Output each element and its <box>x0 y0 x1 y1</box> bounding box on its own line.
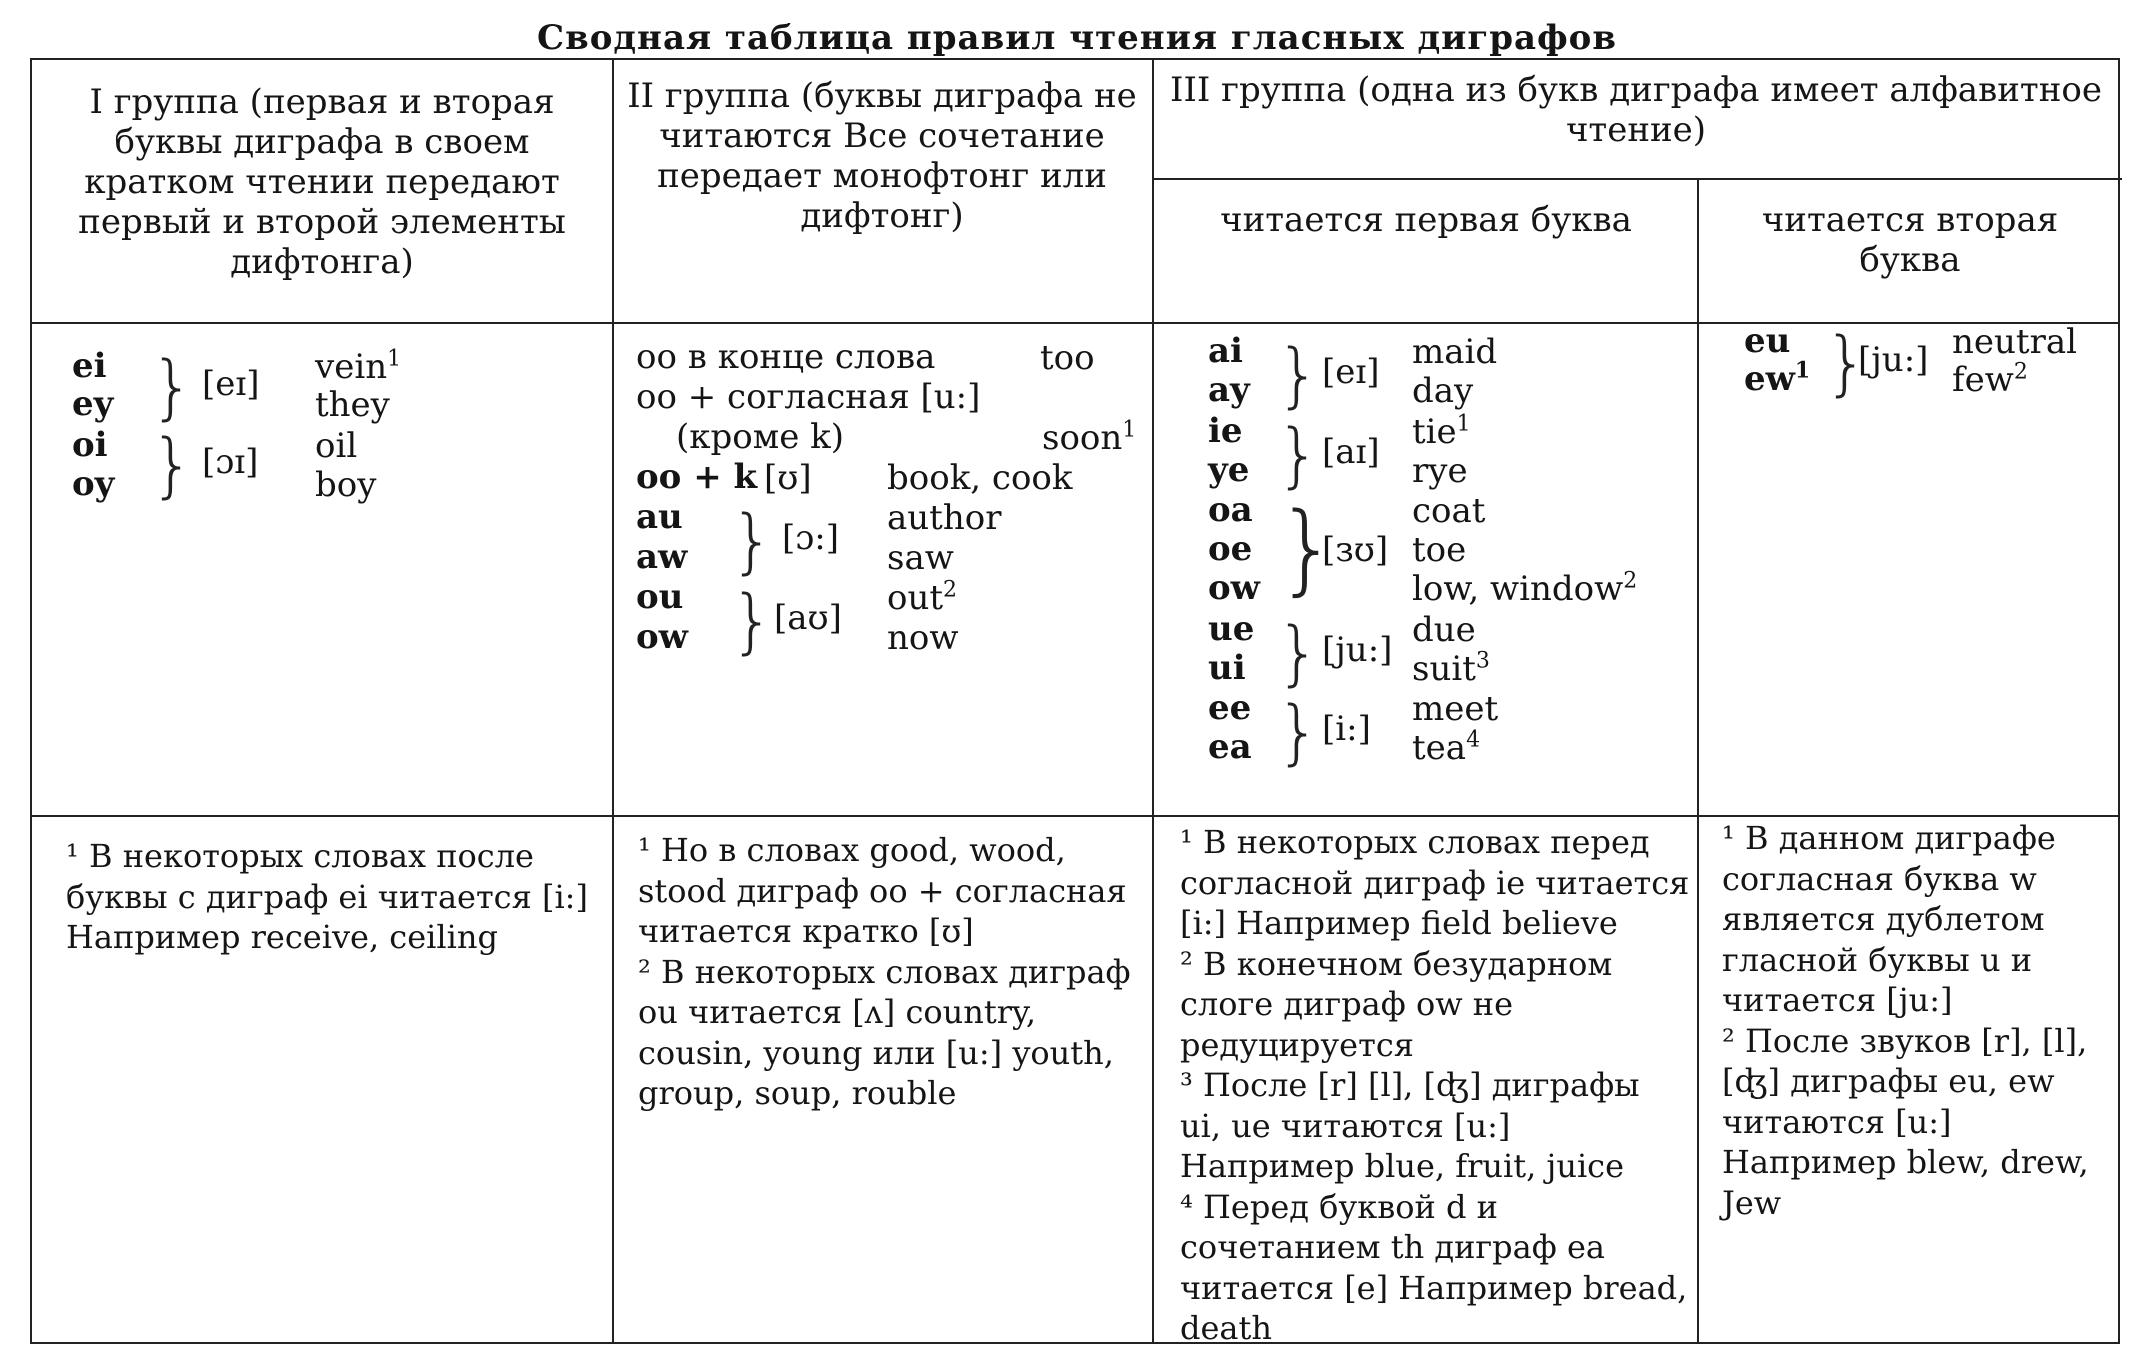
example-author: author <box>887 498 1002 538</box>
notes-group-2 <box>638 830 1142 1114</box>
note-3b: ² В конечном безударном слоге диграф ow не редуцируется <box>1180 944 1613 1064</box>
note-3c: ³ После [r] [l], [ʤ] диграфы ui, ue читаются [u:] Например blue, fruit, juice <box>1180 1066 1640 1185</box>
digraph-ye: ye <box>1208 450 1250 490</box>
brace-icon: } <box>1824 322 1869 404</box>
digraph-ee: ee <box>1208 688 1252 728</box>
digraph-oo-k: oo + k <box>636 457 758 497</box>
example-few: few$^2$ <box>1952 359 2028 400</box>
ipa-oa: [зʊ] <box>1322 530 1389 570</box>
digraph-ai: ai <box>1208 331 1243 371</box>
rule-oo-consonant: oo + согласная [u:] <box>636 377 981 417</box>
ipa-oo-k: [ʊ] <box>764 458 812 498</box>
divider-notes <box>32 815 2120 817</box>
brace-icon: } <box>1276 414 1321 496</box>
example-oil: oil <box>315 426 358 466</box>
note-3a: ¹ В некоторых словах перед согласной диграф ie читается [i:] Например field believe <box>1180 823 1690 942</box>
example-maid: maid <box>1412 332 1498 372</box>
brace-icon: } <box>1276 334 1321 416</box>
note-2a: ¹ Но в словах good, wood, stood диграф oo + согласная читается кратко [ʊ] <box>638 831 1127 950</box>
example-tie: tie$^1$ <box>1412 411 1471 452</box>
ipa-ee: [i:] <box>1322 709 1371 749</box>
digraph-au: au <box>636 497 683 537</box>
header-group-3: III группа (одна из букв диграфа имеет алфавитное чтение) <box>1170 70 2102 150</box>
digraph-table <box>30 58 2120 1347</box>
rule-except-k: (кроме k) <box>676 417 844 457</box>
note-3d: ⁴ Перед буквой d и сочетанием th диграф ea читается [e] Например bread, death <box>1180 1187 1688 1347</box>
divider-header <box>32 322 2120 324</box>
digraph-aw: aw <box>636 537 688 577</box>
example-meet: meet <box>1412 689 1499 729</box>
brace-icon: } <box>150 424 195 506</box>
digraph-ey: ey <box>72 384 114 424</box>
example-too: too <box>1040 338 1095 378</box>
brace-icon: } <box>1276 492 1339 606</box>
example-neutral: neutral <box>1952 322 2077 362</box>
digraph-oe: oe <box>1208 529 1253 569</box>
ipa-ue: [ju:] <box>1322 630 1393 670</box>
digraph-oi: oi <box>72 425 108 465</box>
example-day: day <box>1412 371 1474 411</box>
ipa-oi: [ɔɪ] <box>202 442 259 482</box>
digraph-oy: oy <box>72 464 115 504</box>
example-book-cook: book, cook <box>887 458 1073 498</box>
example-boy: boy <box>315 465 377 505</box>
example-they: they <box>315 385 390 425</box>
digraph-ea: ea <box>1208 727 1252 767</box>
example-toe: toe <box>1412 530 1467 570</box>
header-group-1: I группа (первая и вторая буквы диграфа в своем кратком чтении передают первый и второй элементы дифтонга) <box>78 82 566 282</box>
header-group-2: II группа (буквы диграфа не читаются Все сочетание передает монофтонг или дифтонг) <box>627 76 1137 236</box>
note-4a: ¹ В данном диграфе согласная буква w является дублетом гласной буквы u и читается [ju:] <box>1722 819 2056 1019</box>
notes-group-3b <box>1722 818 2108 1223</box>
digraph-ue: ue <box>1208 609 1255 649</box>
example-coat: coat <box>1412 491 1486 531</box>
brace-icon: } <box>730 500 775 582</box>
brace-icon: } <box>150 346 195 428</box>
rule-oo-end: oo в конце слова <box>636 337 936 377</box>
example-rye: rye <box>1412 451 1468 491</box>
header-group-3b: читается вторая буква <box>1761 200 2059 280</box>
example-now: now <box>887 618 959 658</box>
digraph-ie: ie <box>1208 411 1243 451</box>
ipa-au: [ɔ:] <box>782 518 840 558</box>
digraph-ow: ow <box>636 617 688 657</box>
example-saw: saw <box>887 538 954 578</box>
example-due: due <box>1412 610 1476 650</box>
brace-icon: } <box>1276 612 1321 694</box>
ipa-ou: [aʊ] <box>774 598 842 638</box>
example-tea: tea$^4$ <box>1412 727 1481 768</box>
brace-icon: } <box>1276 691 1321 773</box>
example-suit: suit$^3$ <box>1412 648 1490 689</box>
digraph-eu: eu <box>1744 321 1791 361</box>
digraph-ay: ay <box>1208 370 1250 410</box>
example-soon: soon$^1$ <box>1042 417 1137 458</box>
digraph-ow: ow <box>1208 568 1260 608</box>
example-low-window: low, window$^2$ <box>1412 568 1638 609</box>
digraph-ei: ei <box>72 346 107 386</box>
ipa-ie: [aɪ] <box>1322 432 1380 472</box>
example-out: out$^2$ <box>887 577 958 618</box>
notes-group-1 <box>66 836 596 958</box>
notes-group-3a <box>1180 822 1690 1349</box>
page-title: Сводная таблица правил чтения гласных диграфов <box>537 18 1617 58</box>
ipa-ei: [eɪ] <box>202 364 260 404</box>
divider-col-3 <box>1697 178 1699 1344</box>
divider-col-2 <box>1152 60 1154 1344</box>
divider-col-1 <box>612 60 614 1344</box>
digraph-ui: ui <box>1208 648 1246 688</box>
digraph-ew: $ew^1$ <box>1744 357 1811 399</box>
brace-icon: } <box>730 580 775 662</box>
note-2b: ² В некоторых словах диграф ou читается [ʌ] country, cousin, young или [u:] youth, group, soup, rouble <box>638 952 1131 1112</box>
header-group-3a: читается первая буква <box>1220 200 1632 240</box>
example-vein: vein$^1$ <box>315 346 402 387</box>
note-4b: ² После звуков [r], [l], [ʤ] диграфы eu, ew читаются [u:] Например blew, drew, Jew <box>1722 1021 2089 1222</box>
note-1: ¹ В некоторых словах после буквы с диграф ei читается [i:] Например receive, ceiling <box>66 837 588 956</box>
ipa-ai: [eɪ] <box>1322 352 1380 392</box>
ipa-eu: [ju:] <box>1858 340 1929 380</box>
divider-group3-sub <box>1152 178 2122 180</box>
digraph-ou: ou <box>636 577 684 617</box>
digraph-oa: oa <box>1208 490 1253 530</box>
